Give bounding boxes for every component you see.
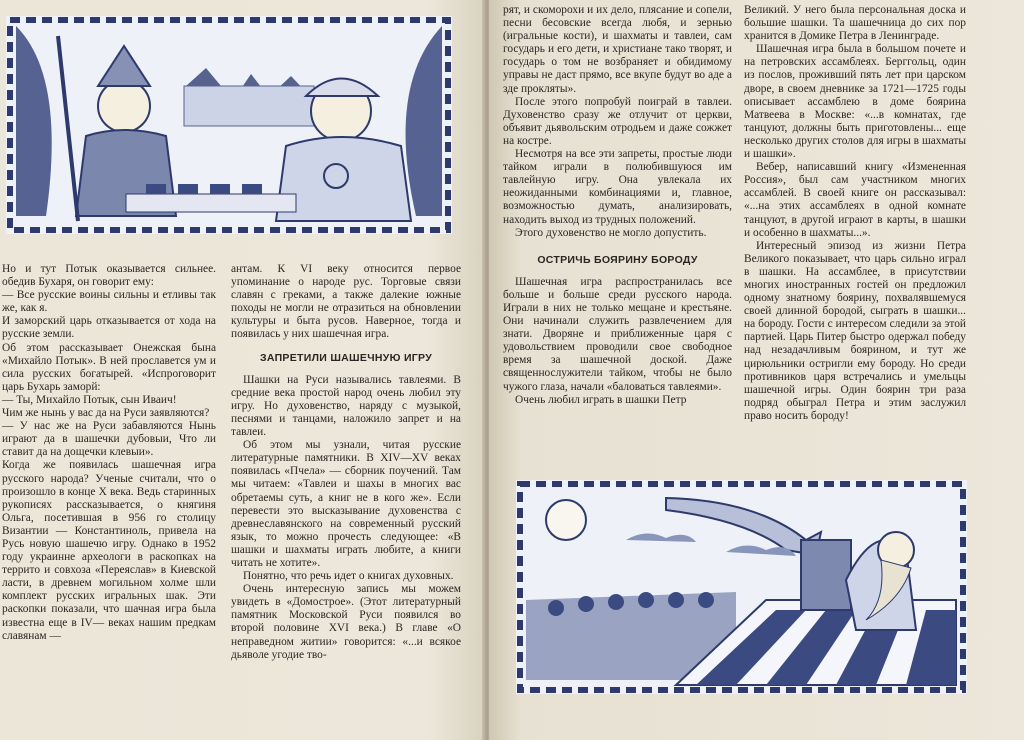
paragraph: рят, и скоморохи и их дело, плясание и сопели, песни бесовские всегда любя, и зернью (игральные кости), и шахматы и тавлеи, сам государь и его дети, и христиане тако творят, и государь о том не возбраняет и обидимому управы не даст прямо, все вкупе будут во аде а зде прокляты».: [503, 4, 732, 95]
left-page: [0, 0, 487, 740]
paragraph: Об этом рассказывает Онежская бына «Михайло Потык». В ней прославется ум и сила русских богатырей. «Испроговорит царь Бухарь заморй:: [2, 341, 216, 393]
paragraph: Вебер, написавший книгу «Измененная Россия», был сам участником многих ассамблей. В своей книге он рассказывал: «...на этих ассамблеях в одной комнате танцуют, в другой играют в карты, в шашки и особенно в шахматы...».: [744, 161, 966, 239]
left-column-1: [2, 263, 216, 643]
illustration-beard-cutting: [516, 480, 967, 694]
paragraph: — Ты, Михайло Потык, сын Иваич!: [2, 393, 177, 406]
paragraph: Но и тут Потык оказывается сильнее. обедив Бухаря, он говорит ему:: [2, 263, 216, 289]
paragraph: антам. К VI веку относится первое упоминание о народе рус. Торговые связи славян с греками, а также далекие южные походы не могли не отразиться на обновлении культуры и быта русов. Наверное, тогда и появилась у них шашечная игра.: [231, 263, 461, 341]
paragraph: Очень интересную запись мы можем увидеть в «Домострое». (Этот литературный памятник Московской Руси появился во второй половине XVI века.) В главе «О неправедном житии» говорится: «...и всякое дьяволе угодие тво-: [231, 583, 461, 661]
paragraph: И заморский царь отказывается от хода на русские земли.: [2, 315, 216, 341]
paragraph: Интересный эпизод из жизни Петра Великого показывает, что царь сильно играл в шашки. На ассамблее, в присутствии многих иностранных гостей он предложил одному знатному боярину, похвалявшемуся своей длинной бородой, сыграть в шашки... на бороду. Гости с интересом следили за этой партией. Царь Питер быстро одержал победу над незадачливым боярином, и тут же цирюльники остригли ему бороду. Но среди противников царя встречались и умельцы шашечной игры. Один боярин три раза подряд обыграл Петра и этим заслужил право носить бороду!: [744, 239, 966, 422]
paragraph: Шашки на Руси назывались тавлеями. В средние века простой народ очень любил эту игру. Но духовенство, наряду с музыкой, песнями и танцами, наложило запрет и на тавлеи.: [231, 373, 461, 439]
section-heading: ОСТРИЧЬ БОЯРИНУ БОРОДУ: [537, 253, 698, 266]
section-heading: ЗАПРЕТИЛИ ШАШЕЧНУЮ ИГРУ: [259, 351, 433, 364]
paragraph: Об этом мы узнали, читая русские литературные памятники. В XIV—XV веках появилась «Пчела» — сборник поучений. Там мы читаем: «Тавлеи и шахы в многих вас обретаемы суть, а книг не в кого же». Если перевести это высказывание духовенства с древнеславянского на современный русский язык, то можно прочесть следующее: «В шашки и шахматы играть любите, а книги читать не хотите».: [231, 439, 461, 569]
illustration-bogatyr-and-tsar: [6, 16, 452, 234]
paragraph: Понятно, что речь идет о книгах духовных.: [243, 570, 454, 583]
paragraph: Шашечная игра была в большом почете и на петровских ассамблеях. Берггольц, один из послов, проживший пять лет при царском дворе, в своем дневнике за 1721—1725 годы описывает ассамблею в доме боярина Матвеева в Москве: «...в комнатах, где танцуют, должны быть приготовлены... еще несколько других столов для игры в шахматы и шашки».: [744, 43, 966, 161]
paragraph: — У нас же на Руси забавляются Нынь играют да в шашечки дубовыи, Что ли ставит да на дощечки клевыи».: [2, 420, 216, 459]
right-column-2: [744, 4, 966, 423]
right-page: [489, 0, 1024, 740]
paragraph: — Все русские воины сильны и етливы так же, как я.: [2, 289, 216, 315]
paragraph: Чим же нынь у вас да на Руси заявляются?: [2, 407, 210, 420]
right-column-1: [503, 4, 732, 407]
paragraph: Несмотря на все эти запреты, простые люди тайком играли в полюбившуюся им тавлейную игру. Она увлекала их неожиданными комбинациями и, главное, возможностью думать, анализировать, находить выход из трудных положений.: [503, 148, 732, 226]
left-column-2: [231, 263, 461, 662]
paragraph: Великий. У него была персональная доска и большие шашки. Та шашечница до сих пор хранится в Домике Петра в Ленинграде.: [744, 4, 966, 43]
paragraph: После этого попробуй поиграй в тавлеи. Духовенство сразу же отлучит от церкви, объявит дьявольским отродьем и даже сожжет на костре.: [503, 95, 732, 147]
paragraph: Очень любил играть в шашки Петр: [515, 393, 687, 406]
paragraph: Шашечная игра распространилась все больше и больше среди русского народа. Играли в них не только мещане и крестьяне. Они начинали служить развлечением для знати. Дворяне и приближенные царя с удовольствием проводили свое свободное время за шашечной доской. Даже священнослужители тайком, чтобы не было чужого глаза, начали «баловаться тавлеями».: [503, 275, 732, 393]
paragraph: Когда же появилась шашечная игра русского народа? Ученые считали, что о произошло в конце X века. Ведь старинных рукописях рассказывается, о княгиня Ольга, посетившая в 956 го столицу Византии — Константиноль, привела на Русь новую шашечю игру. Однако в 1952 году украинне археологи в раскопках на террито и совхоза «Переяслав» в Киевской ласти, в древнем могильном холме шли комплект русских игральных шак. Эти раскопки показали, что шачная игра была известна еще в IV— веках нашим предкам славянам —: [2, 459, 216, 642]
paragraph: Этого духовенство не могло допустить.: [515, 226, 707, 239]
